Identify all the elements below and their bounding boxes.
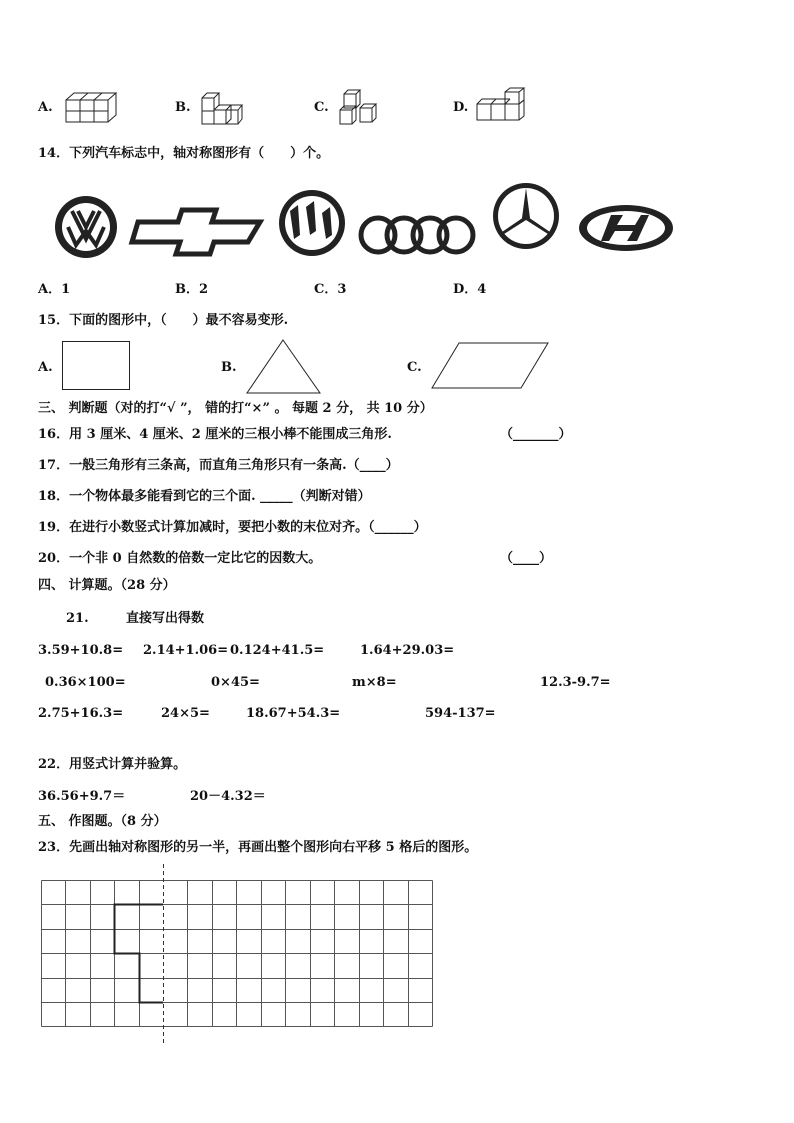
q21-item: 2.14+1.06= <box>143 643 229 658</box>
q13-cube-figure-b <box>200 90 242 126</box>
q21-item: 594-137= <box>425 706 496 721</box>
q23-stem: 23．先画出轴对称图形的另一半，再画出整个图形向右平移 5 格后的图形。 <box>38 840 478 855</box>
volkswagen-logo-icon <box>52 193 120 261</box>
q13-option-a: A. <box>38 100 53 115</box>
q21-item: 3.59+10.8= <box>38 643 124 658</box>
q21-item: 18.67+54.3= <box>246 706 341 721</box>
q14-option-b: B．2 <box>175 282 209 297</box>
q21-item: 0.124+41.5= <box>230 643 325 658</box>
q13-option-b: B. <box>175 100 191 115</box>
q21-item: 2.75+16.3= <box>38 706 124 721</box>
q19-text: 19．在进行小数竖式计算加减时，要把小数的末位对齐。（______） <box>38 520 427 535</box>
q14-option-c: C．3 <box>314 282 347 297</box>
chevrolet-logo-icon <box>130 206 265 258</box>
q21-item: 1.64+29.03= <box>360 643 455 658</box>
q21-item: 12.3-9.7= <box>540 675 611 690</box>
q15-stem: 15．下面的图形中，（ ）最不容易变形. <box>38 313 289 328</box>
hyundai-logo-icon <box>577 203 675 253</box>
q21-number: 21. <box>66 611 89 626</box>
audi-logo-icon <box>358 212 478 258</box>
q22-item: 36.56+9.7＝ <box>38 789 126 804</box>
q22-item: 20－4.32＝ <box>190 789 266 804</box>
q22-stem: 22．用竖式计算并验算。 <box>38 757 187 772</box>
q15-option-b: B. <box>221 360 237 375</box>
q16-answer-blank: （_______） <box>500 427 572 442</box>
drawing-grid <box>38 864 436 1048</box>
q14-option-d: D．4 <box>453 282 487 297</box>
q18-text: 18．一个物体最多能看到它的三个面. _____（判断对错） <box>38 489 371 504</box>
q13-cube-figure-d <box>475 92 533 122</box>
q14-stem: 14．下列汽车标志中，轴对称图形有（ ）个。 <box>38 146 330 161</box>
q17-text: 17．一般三角形有三条高，而直角三角形只有一条高.（____） <box>38 458 399 473</box>
q13-option-d: D. <box>453 100 469 115</box>
q13-option-c: C. <box>314 100 329 115</box>
q21-item: 0.36×100= <box>45 675 126 690</box>
q21-title: 直接写出得数 <box>126 611 205 626</box>
buick-logo-icon <box>276 187 348 259</box>
q21-item: m×8= <box>352 675 397 690</box>
mercedes-logo-icon <box>490 180 562 252</box>
q15-option-a: A. <box>38 360 53 375</box>
triangle-shape <box>246 339 322 395</box>
section-3-title: 三、 判断题（对的打“√ ”， 错的打“×” 。 每题 2 分， 共 10 分） <box>38 401 433 416</box>
parallelogram-shape <box>431 342 551 390</box>
section-5-title: 五、 作图题。（8 分） <box>38 814 167 829</box>
q13-cube-figure-a <box>64 88 116 124</box>
q13-cube-figure-c <box>338 88 378 126</box>
q14-option-a: A．1 <box>38 282 71 297</box>
section-4-title: 四、 计算题。（28 分） <box>38 578 176 593</box>
rectangle-shape <box>62 341 132 391</box>
q16-text: 16．用 3 厘米、4 厘米、2 厘米的三根小棒不能围成三角形. <box>38 427 392 442</box>
q21-item: 24×5= <box>161 706 210 721</box>
q21-item: 0×45= <box>211 675 260 690</box>
q15-option-c: C. <box>407 360 422 375</box>
q20-text: 20．一个非 0 自然数的倍数一定比它的因数大。 <box>38 551 322 566</box>
q20-answer-blank: （____） <box>500 551 553 566</box>
